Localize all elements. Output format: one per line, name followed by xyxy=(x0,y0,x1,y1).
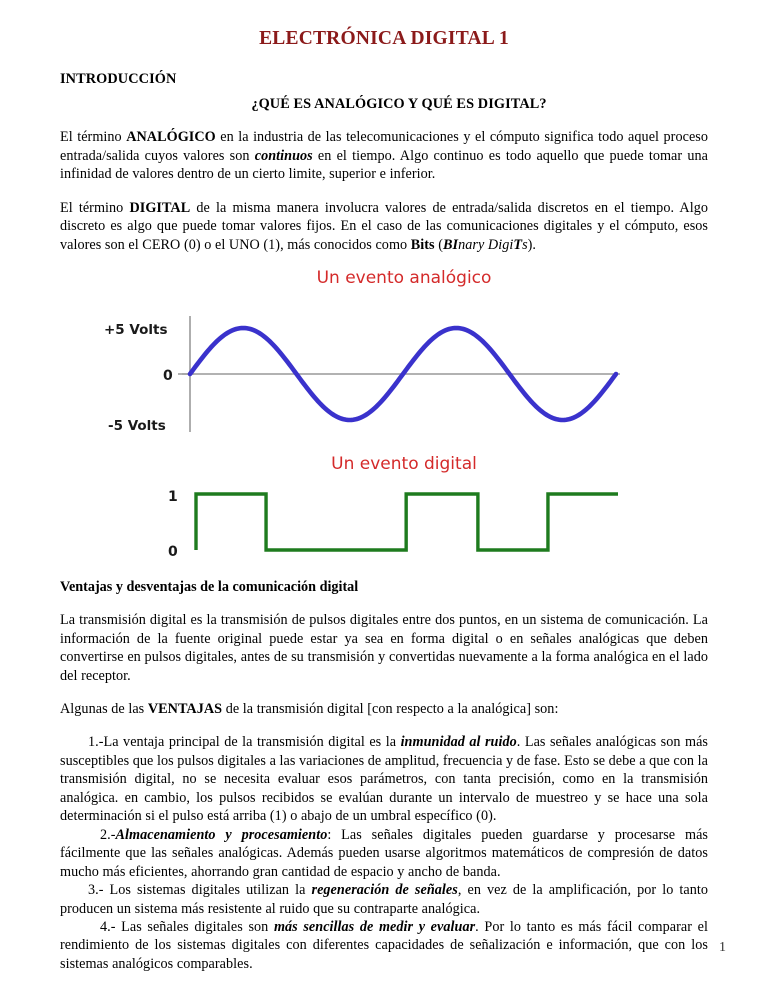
text-lead-analogico: El término xyxy=(60,129,127,146)
text-algunas-pre: Algunas de las xyxy=(60,700,148,717)
term-s: s xyxy=(522,236,528,253)
item-2-post: : Las señales digitales pueden guardarse y procesarse más fácilmente que las señales analógicas. Además pueden usarse algoritmos matemáticos de compresión de datos mucho más eficientes, ahorrando gran cantidad de espacio y ancho de banda. xyxy=(60,826,708,880)
digital-chart-title: Un evento digital xyxy=(331,454,477,475)
analog-ylabel-plus5: +5 Volts xyxy=(104,322,168,339)
item-4-emph: más sencillas de medir y evaluar xyxy=(273,918,476,935)
term-bits: Bits xyxy=(410,236,435,253)
term-ventajas: VENTAJAS xyxy=(147,700,223,717)
digital-square-wave xyxy=(196,494,618,550)
item-4-number: 4.- xyxy=(100,918,116,935)
list-item-3 xyxy=(60,881,708,918)
sub-heading-question: ¿QUÉ ES ANALÓGICO Y QUÉ ES DIGITAL? xyxy=(251,96,547,113)
heading-ventajas-desventajas: Ventajas y desventajas de la comunicación digital xyxy=(60,579,359,596)
digital-ylabel-zero: 0 xyxy=(168,544,178,561)
item-1-number: 1.- xyxy=(88,734,104,751)
term-bi: BI xyxy=(443,236,459,253)
list-item-4 xyxy=(60,918,708,973)
item-1-emph: inmunidad al ruido xyxy=(400,734,517,751)
term-analogico: ANALÓGICO xyxy=(126,129,216,146)
analog-chart-canvas xyxy=(60,294,708,444)
item-1-pre: La ventaja principal de la transmisión digital es la xyxy=(103,734,401,751)
paragraph-algunas-ventajas xyxy=(60,685,708,718)
item-2-number: 2.- xyxy=(100,826,116,843)
item-3-pre: Los sistemas digitales utilizan la xyxy=(103,882,312,899)
item-4-pre: Las señales digitales son xyxy=(115,918,274,935)
analog-ylabel-zero: 0 xyxy=(163,368,173,385)
term-t: T xyxy=(513,236,523,253)
term-digital: DIGITAL xyxy=(129,199,191,216)
text-analogico-part2: en el tiempo. Algo continuo es todo aquello que puede tomar una infinidad de valores dentro de un cierto limite, superior e inferior. xyxy=(60,147,708,183)
analog-chart-title: Un evento analógico xyxy=(316,268,492,289)
section-label-introduccion: INTRODUCCIÓN xyxy=(60,71,177,88)
term-nary: nary xyxy=(458,236,488,253)
emph-continuos: continuos xyxy=(254,147,313,164)
term-digi: Digi xyxy=(487,236,514,253)
list-item-1 xyxy=(60,718,708,825)
item-3-emph: regeneración de señales xyxy=(311,882,458,899)
digital-chart-block xyxy=(60,444,708,562)
text-analogico-part1: en la industria de las telecomunicaciones y el cómputo significa todo aquel proceso entrada/salida cuyos valores son xyxy=(60,129,709,164)
text-lead-digital: El término xyxy=(60,199,130,216)
text-algunas-post: de la transmisión digital [con respecto a la analógica] son: xyxy=(222,700,559,717)
item-3-number: 3.- xyxy=(88,882,104,899)
paragraph-digital xyxy=(60,184,708,254)
analog-ylabel-minus5: -5 Volts xyxy=(108,418,166,435)
page-number: 1 xyxy=(719,940,726,955)
analog-chart-block xyxy=(60,254,708,444)
item-4-post: . Por lo tanto es más fácil comparar el rendimiento de los sistemas digitales con diferentes capacidades de señalización e información, que con los sistemas analógicos comparables. xyxy=(60,918,708,972)
text-open-paren: ( xyxy=(434,236,444,253)
paragraph-transmision: La transmisión digital es la transmisión de pulsos digitales entre dos puntos, en un sistema de comunicación. La información de la fuente original puede estar ya sea en forma digital o en señales analógicas que deben convertirse en pulsos digitales, antes de su transmisión y convertidas nuevamente a la forma analógica en el lado del receptor. xyxy=(60,612,708,684)
item-2-emph: Almacenamiento y procesamiento xyxy=(115,826,328,843)
paragraph-analogico xyxy=(60,113,708,183)
item-1-post: . Las señales analógicas son más susceptibles que los pulsos digitales a las variaciones de amplitud, frecuencia y de fase. Esto se debe a que con la transmisión digital, no se necesita evaluar esos parámetros, con tanta precisión, como en la transmisión analógica. en cambio, los pulsos recibidos se evalúan durante un intervalo de muestreo y se hace una sola determinación si el pulso está arriba (1) o abajo de un umbral específico (0). xyxy=(60,734,708,825)
text-digital-part1: de la misma manera involucra valores de entrada/salida discretos en el tiempo. Algo discreto es algo que puede tomar valores fijos. En el caso de las comunicaciones digitales y el cómputo, esos valores son el CERO (0) o el UNO (1), más conocidos como xyxy=(60,199,708,253)
item-3-post: , en vez de la amplificación, por lo tanto producen un sistema más resistente al ruido que su contraparte analógica. xyxy=(60,882,708,917)
list-item-2 xyxy=(60,826,708,881)
digital-chart-canvas xyxy=(60,482,708,562)
digital-ylabel-one: 1 xyxy=(168,489,178,506)
text-close-paren: ). xyxy=(527,236,537,253)
page-title: ELECTRÓNICA DIGITAL 1 xyxy=(259,28,509,49)
